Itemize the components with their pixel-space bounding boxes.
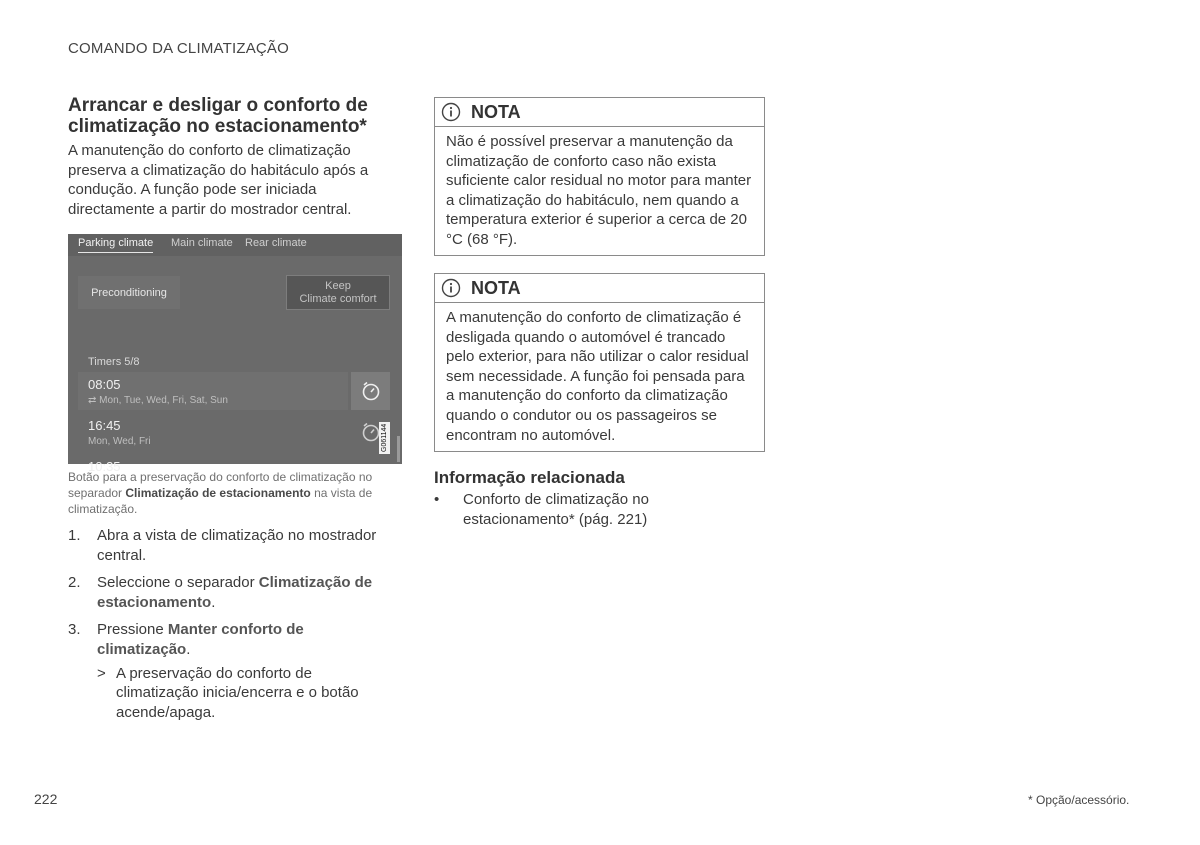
step-item: [68, 526, 398, 565]
related-link-text[interactable]: Conforto de climatização no estacionamento* (pág. 221): [463, 491, 649, 528]
article-title: Arrancar e desligar o conforto de climatização no estacionamento*: [68, 95, 368, 137]
steps-list: [68, 526, 398, 722]
related-link[interactable]: [434, 490, 734, 529]
step-bold: Manter conforto de climatização: [97, 621, 304, 658]
footnote: * Opção/acessório.: [1028, 793, 1130, 807]
step-item: [68, 573, 398, 612]
article-intro: A manutenção do conforto de climatização preserva a climatização do habitáculo após a condução. A função pode ser iniciada directamente a partir do mostrador central.: [68, 142, 369, 218]
timer-time: 10:35: [88, 459, 121, 474]
step-bold: Climatização de estacionamento: [97, 574, 373, 611]
result-marker: >: [97, 664, 106, 682]
step-result: [68, 664, 398, 723]
note-box: [434, 273, 765, 452]
step-text-end: .: [211, 593, 216, 611]
keep-climate-comfort-button: [286, 275, 390, 310]
tab-main-climate: Main climate: [171, 237, 233, 249]
step-text-end: .: [186, 640, 191, 658]
note-title: NOTA: [471, 277, 521, 298]
timer-days: [88, 395, 228, 406]
info-icon: [441, 102, 461, 122]
timers-label: Timers 5/8: [88, 356, 140, 368]
image-reference-code: G061144: [381, 423, 388, 453]
timer-row: [78, 413, 348, 451]
climate-comfort-label: Climate comfort: [299, 293, 377, 305]
climate-screen-image: [68, 234, 402, 474]
step-text: Seleccione o separador: [97, 574, 259, 592]
step-text: Abra a vista de climatização no mostrador central.: [97, 527, 377, 564]
related-info-title: Informação relacionada: [434, 468, 625, 487]
page-number: 222: [34, 791, 58, 807]
section-header: COMANDO DA CLIMATIZAÇÃO: [68, 40, 290, 57]
step-item: [68, 620, 398, 659]
tab-parking-climate: Parking climate: [78, 237, 153, 253]
note-body: Não é possível preservar a manutenção da climatização de conforto caso não exista suficiente calor residual no motor para manter a climatização do habitáculo, nem quando a temperatura exterior é superior a cerca de 20 °C (68 °F).: [446, 133, 752, 248]
bullet: •: [434, 491, 440, 508]
step-text: Pressione: [97, 621, 168, 639]
step-number: 3.: [68, 621, 81, 639]
timer-time: 08:05: [88, 377, 121, 392]
figure-caption: [68, 469, 398, 517]
preconditioning-button: Preconditioning: [78, 276, 180, 309]
caption-text: Botão para a preservação do conforto de climatização no separador: [68, 470, 373, 500]
screen-scrollbar: [397, 436, 400, 462]
note-body: A manutenção do conforto de climatização é desligada quando o automóvel é trancado pelo exterior, para não utilizar o calor residual sem necessidade. A função foi pensada para a manutenção do conforto da climatização quando o condutor ou os passageiros se encontram no automóvel.: [446, 309, 749, 444]
result-text: A preservação do conforto de climatização inicia/encerra e o botão acende/apaga.: [116, 664, 359, 721]
caption-bold: Climatização de estacionamento: [125, 486, 311, 500]
timer-days: Mon, Wed, Fri: [88, 436, 151, 447]
step-number: 1.: [68, 527, 81, 544]
screen-tab-bar: [68, 234, 402, 256]
timer-time: 16:45: [88, 418, 121, 433]
step-number: 2.: [68, 574, 81, 592]
info-icon: [441, 278, 461, 298]
tab-rear-climate: Rear climate: [245, 237, 307, 249]
keep-label: Keep: [325, 280, 351, 292]
caption-text-end: na vista de climatização.: [68, 486, 373, 516]
timer-days-text: Mon, Tue, Wed, Fri, Sat, Sun: [99, 395, 228, 406]
repeat-icon: ⇄: [88, 395, 97, 406]
timer-icon: [360, 380, 382, 402]
note-header: [435, 274, 764, 303]
note-box: [434, 97, 765, 256]
timer-row: [78, 372, 348, 410]
timer-toggle: [351, 372, 390, 410]
note-header: [435, 98, 764, 127]
note-title: NOTA: [471, 101, 521, 122]
